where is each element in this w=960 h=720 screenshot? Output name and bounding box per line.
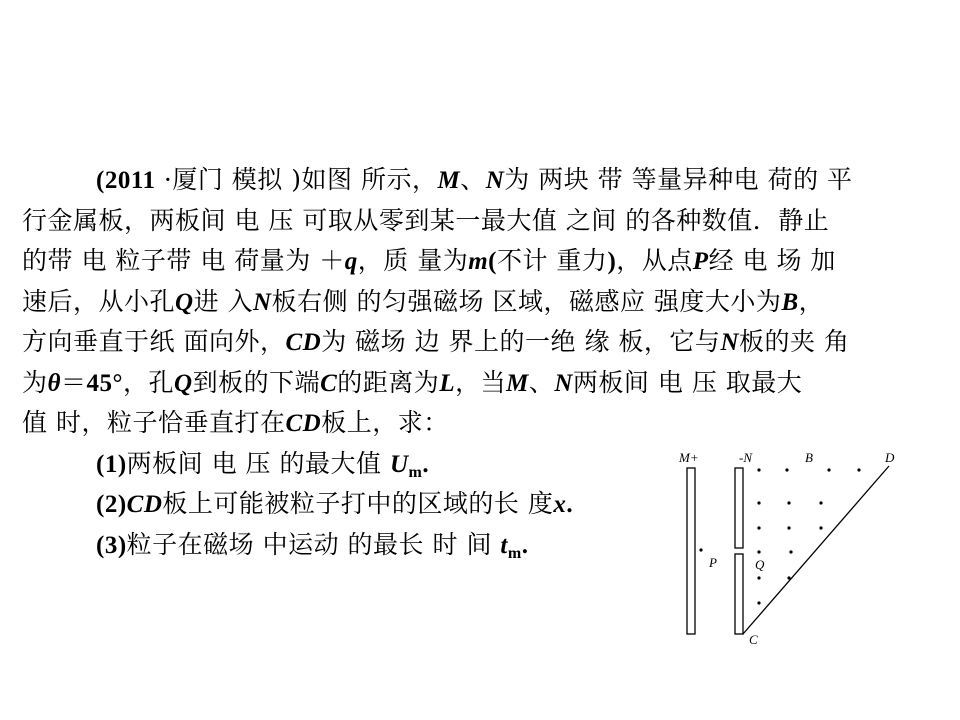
- question-2: (2)CD板上可能被粒子打中的区域的长 度x.: [96, 489, 574, 518]
- apparatus-diagram: [665, 448, 915, 648]
- label-q: Q: [755, 557, 765, 572]
- plate-m: [687, 468, 695, 634]
- magnetic-field-dots: [757, 468, 860, 604]
- label-d: D: [885, 450, 895, 465]
- problem-line-6: 为θ＝45°，孔Q到板的下端C的距离为L，当M、N两板间 电 压 取最大: [22, 367, 803, 397]
- plate-n-lower: [735, 554, 743, 634]
- problem-line-3: 的带 电 粒子带 电 荷量为 ＋q，质 量为m(不计 重力)，从点P经 电 场 加: [22, 246, 836, 275]
- problem-line-5: 方向垂直于纸 面向外，CD为 磁场 边 界上的一绝 缘 板，它与N板的夹 角: [22, 327, 850, 356]
- label-n: -N: [739, 450, 752, 465]
- label-p: P: [709, 555, 717, 570]
- problem-line-4: 速后，从小孔Q进 入N板右侧 的匀强磁场 区域，磁感应 强度大小为B，: [22, 286, 825, 316]
- point-p-dot: [699, 548, 702, 551]
- problem-line-7: 值 时，粒子恰垂直打在CD板上，求：: [22, 408, 449, 437]
- label-m: M+: [679, 450, 699, 465]
- question-1: (1)两板间 电 压 的最大值 $U_m$.: [96, 448, 430, 481]
- label-b: B: [805, 450, 813, 465]
- apparatus-svg: [665, 448, 915, 648]
- problem-line-2: 行金属板，两板间 电 压 可取从零到某一最大值 之间 的各种数值．静止: [22, 205, 830, 235]
- problem-line-1: (2011 ·厦门 模拟 )如图 所示，M、N为 两块 带 等量异种电 荷的 平: [96, 165, 853, 194]
- boundary-cd: [743, 466, 889, 634]
- plate-n-upper: [735, 468, 743, 548]
- label-c: C: [749, 632, 758, 647]
- question-3: (3)粒子在磁场 中运动 的最长 时 间 $t_m$.: [96, 529, 529, 562]
